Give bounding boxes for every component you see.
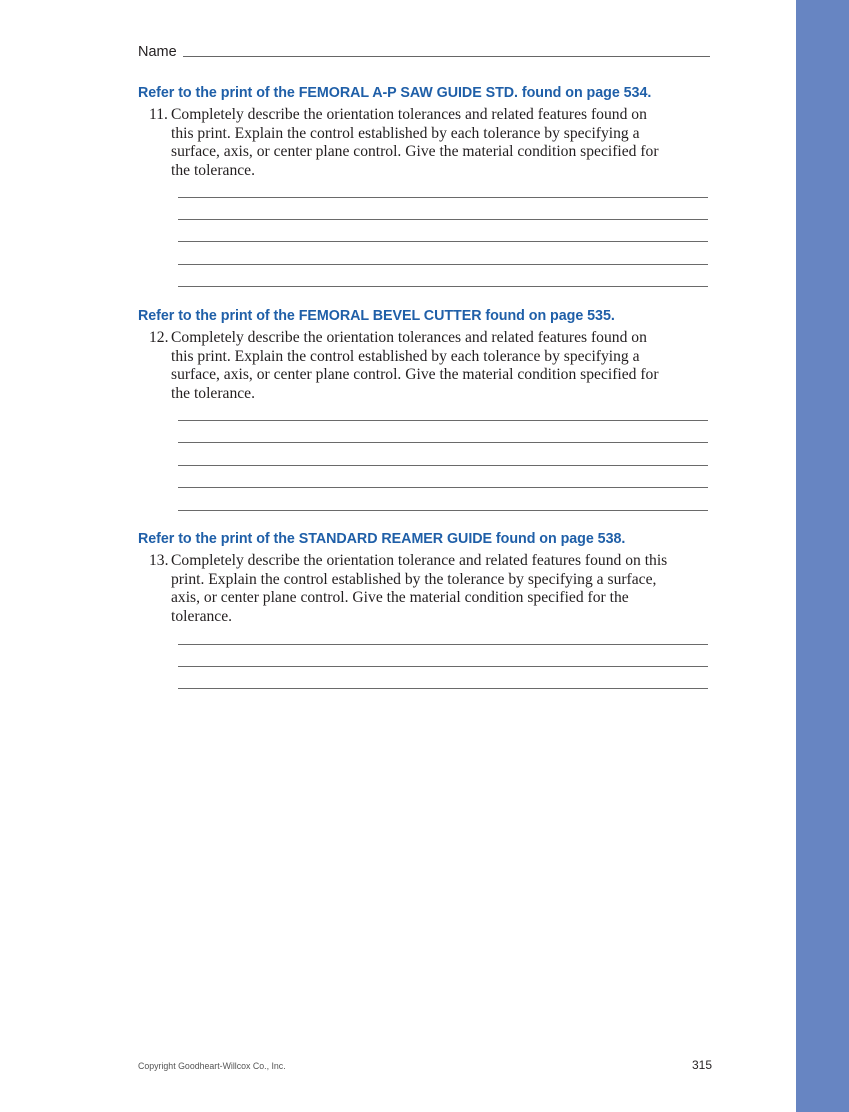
question-number: 12. [149, 329, 169, 346]
question-11 [149, 106, 711, 180]
answer-line[interactable] [178, 264, 708, 265]
answer-line[interactable] [178, 510, 708, 511]
answer-line[interactable] [178, 286, 708, 287]
question-text-line: tolerance. [171, 607, 233, 625]
answer-line[interactable] [178, 688, 708, 689]
question-text-line: surface, axis, or center plane control. Give the material condition specified for [171, 366, 659, 383]
answer-line[interactable] [178, 420, 708, 421]
question-text-line: the tolerance. [171, 161, 255, 179]
page-number: 315 [691, 1058, 712, 1072]
answer-line[interactable] [178, 465, 708, 466]
side-color-band [796, 0, 849, 1112]
answer-line[interactable] [178, 644, 708, 645]
question-13 [149, 552, 711, 626]
question-text-line: Completely describe the orientation tolerance and related features found on this [171, 552, 668, 569]
question-text-line: print. Explain the control established by the tolerance by specifying a surface, [171, 570, 657, 588]
question-text-line: the tolerance. [171, 384, 255, 402]
question-text-line: axis, or center plane control. Give the material condition specified for the [171, 589, 629, 606]
answer-line[interactable] [178, 442, 708, 443]
question-text-line: surface, axis, or center plane control. Give the material condition specified for [171, 143, 659, 160]
question-text-line: this print. Explain the control established by each tolerance by specifying a [171, 124, 640, 142]
question-number: 13. [149, 552, 169, 569]
copyright-notice: Copyright Goodheart-Willcox Co., Inc. [138, 1061, 286, 1071]
question-text-line: this print. Explain the control established by each tolerance by specifying a [171, 347, 640, 365]
question-number: 11. [149, 106, 168, 123]
question-12 [149, 329, 711, 403]
answer-line[interactable] [178, 197, 708, 198]
section-heading-12: Refer to the print of the FEMORAL BEVEL CUTTER found on page 535. [138, 308, 615, 324]
name-field-row [138, 40, 710, 60]
name-label: Name [138, 44, 177, 60]
question-text-line: Completely describe the orientation tolerances and related features found on [171, 329, 647, 346]
question-text-line: Completely describe the orientation tolerances and related features found on [171, 106, 647, 123]
answer-line[interactable] [178, 487, 708, 488]
section-heading-11: Refer to the print of the FEMORAL A-P SAW GUIDE STD. found on page 534. [138, 85, 652, 101]
answer-line[interactable] [178, 241, 708, 242]
section-heading-13: Refer to the print of the STANDARD REAMER GUIDE found on page 538. [138, 531, 626, 547]
answer-line[interactable] [178, 666, 708, 667]
name-input-line[interactable] [183, 42, 710, 57]
answer-line[interactable] [178, 219, 708, 220]
